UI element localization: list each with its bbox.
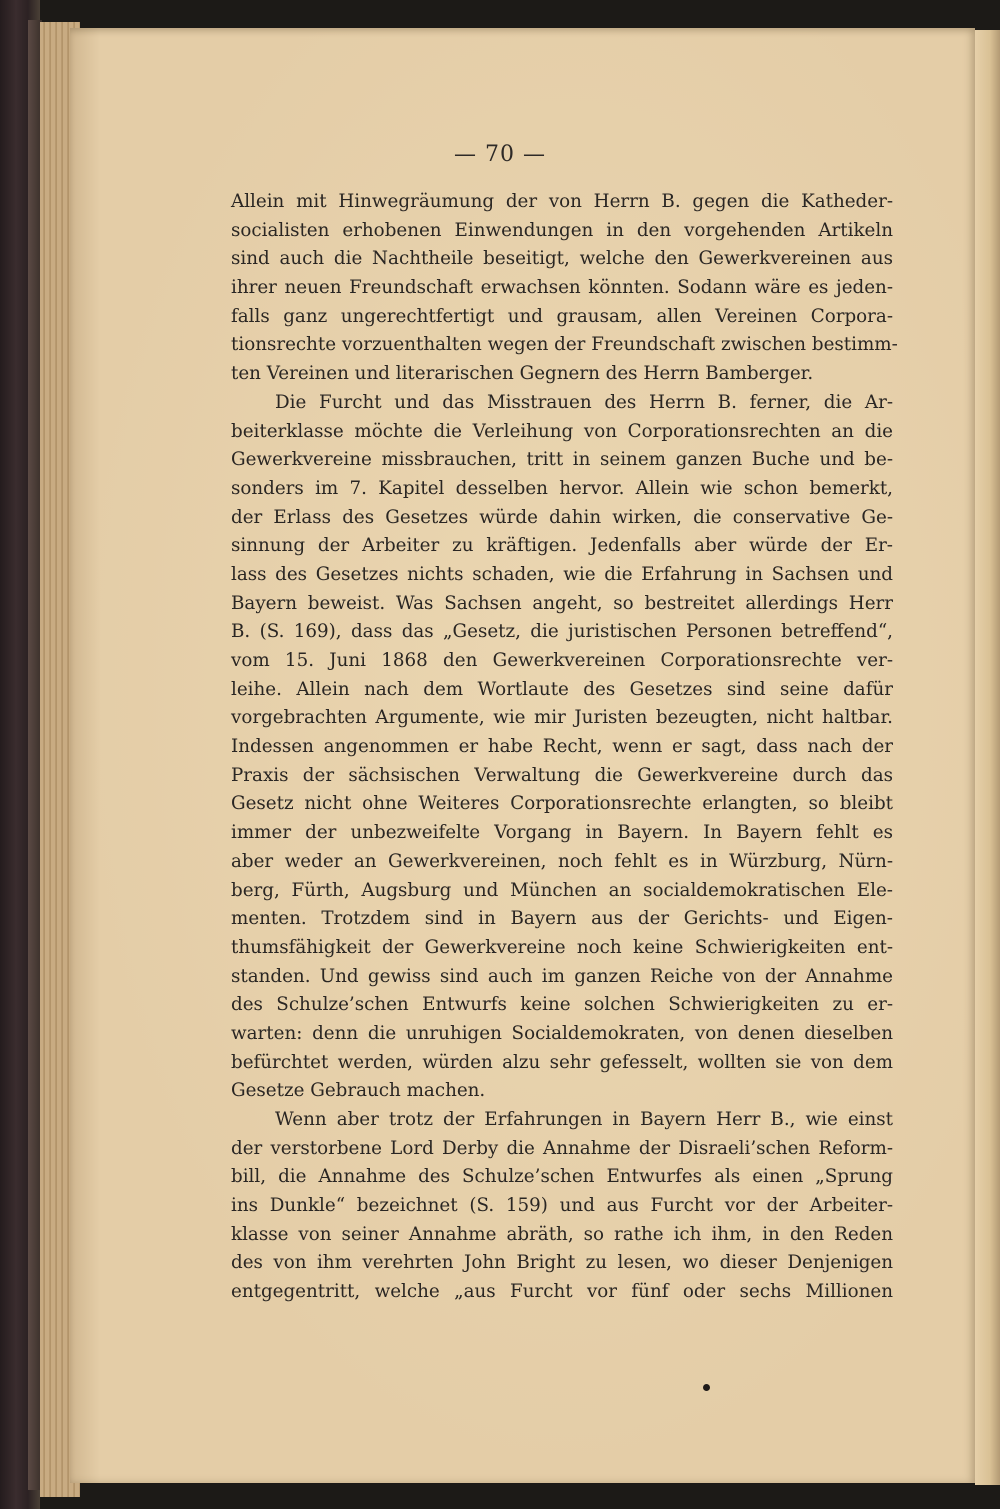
text-line: Die Furcht und das Misstrauen des Herrn B. ferner, die Ar-: [275, 391, 893, 413]
page-number: — 70 —: [454, 142, 546, 167]
text-line: Gesetze Gebrauch machen.: [231, 1080, 486, 1102]
text-line: warten: denn die unruhigen Socialdemokraten, von denen dieselben: [231, 1022, 893, 1044]
text-line: der Erlass des Gesetzes würde dahin wirken, die conservative Ge-: [231, 506, 893, 528]
text-line: B. (S. 169), dass das „Gesetz, die juristischen Personen betreffend“,: [231, 621, 893, 643]
text-line: tionsrechte vorzuenthalten wegen der Freundschaft zwischen bestimm-: [231, 334, 898, 356]
text-line: thumsfähigkeit der Gewerkvereine noch keine Schwierigkeiten ent-: [231, 936, 893, 958]
text-line: bill, die Annahme des Schulze’schen Entwurfes als einen „Sprung: [231, 1166, 893, 1188]
body-text: [231, 188, 898, 1307]
text-line: menten. Trotzdem sind in Bayern aus der Gerichts- und Eigen-: [231, 908, 893, 930]
text-line: ten Vereinen und literarischen Gegnern des Herrn Bamberger.: [231, 363, 814, 385]
text-line: klasse von seiner Annahme abräth, so rathe ich ihm, in den Reden: [231, 1223, 893, 1245]
text-line: ins Dunkle“ bezeichnet (S. 159) und aus Furcht vor der Arbeiter-: [231, 1195, 893, 1217]
text-line: der verstorbene Lord Derby die Annahme der Disraeli’schen Reform-: [231, 1137, 893, 1159]
text-line: Wenn aber trotz der Erfahrungen in Bayern Herr B., wie einst: [275, 1109, 893, 1130]
text-line: leihe. Allein nach dem Wortlaute des Gesetzes sind seine dafür: [231, 678, 893, 700]
right-page-edge: [975, 30, 1000, 1485]
text-line: Gesetz nicht ohne Weiteres Corporationsrechte erlangten, so bleibt: [231, 793, 893, 815]
text-line: vom 15. Juni 1868 den Gewerkvereinen Corporationsrechte ver-: [231, 650, 893, 671]
text-line: des Schulze’schen Entwurfs keine solchen Schwierigkeiten zu er-: [231, 994, 893, 1016]
text-line: socialisten erhobenen Einwendungen in den vorgehenden Artikeln: [231, 219, 893, 241]
text-line: Allein mit Hinwegräumung der von Herrn B. gegen die Katheder-: [231, 191, 893, 212]
text-line: aber weder an Gewerkvereinen, noch fehlt es in Würzburg, Nürn-: [231, 850, 893, 872]
text-line: befürchtet werden, würden alzu sehr gefesselt, wollten sie von dem: [231, 1051, 893, 1073]
text-line: lass des Gesetzes nichts schaden, wie die Erfahrung in Sachsen und: [231, 563, 893, 585]
text-line: Indessen angenommen er habe Recht, wenn er sagt, dass nach der: [231, 736, 893, 758]
text-line: beiterklasse möchte die Verleihung von Corporationsrechten an die: [231, 420, 893, 442]
text-line: berg, Fürth, Augsburg und München an socialdemokratischen Ele-: [231, 879, 893, 901]
text-line: vorgebrachten Argumente, wie mir Juristen bezeugten, nicht haltbar.: [231, 707, 893, 729]
ink-dot: [703, 1384, 710, 1391]
text-line: Praxis der sächsischen Verwaltung die Gewerkvereine durch das: [231, 764, 893, 786]
text-line: falls ganz ungerechtfertigt und grausam, allen Vereinen Corpora-: [231, 305, 893, 327]
text-line: sinnung der Arbeiter zu kräftigen. Jedenfalls aber würde der Er-: [231, 535, 893, 557]
text-line: des von ihm verehrten John Bright zu lesen, wo dieser Denjenigen: [231, 1252, 893, 1274]
text-line: Bayern beweist. Was Sachsen angeht, so bestreitet allerdings Herr: [231, 592, 893, 614]
text-line: Gewerkvereine missbrauchen, tritt in seinem ganzen Buche und be-: [231, 449, 893, 471]
text-line: standen. Und gewiss sind auch im ganzen Reiche von der Annahme: [231, 965, 893, 987]
text-line: sonders im 7. Kapitel desselben hervor. Allein wie schon bemerkt,: [231, 477, 893, 499]
text-line: sind auch die Nachtheile beseitigt, welche den Gewerkvereinen aus: [231, 248, 893, 270]
text-line: entgegentritt, welche „aus Furcht vor fünf oder sechs Millionen: [231, 1281, 893, 1303]
text-line: immer der unbezweifelte Vorgang in Bayern. In Bayern fehlt es: [231, 822, 893, 844]
text-line: ihrer neuen Freundschaft erwachsen könnten. Sodann wäre es jeden-: [231, 277, 893, 299]
